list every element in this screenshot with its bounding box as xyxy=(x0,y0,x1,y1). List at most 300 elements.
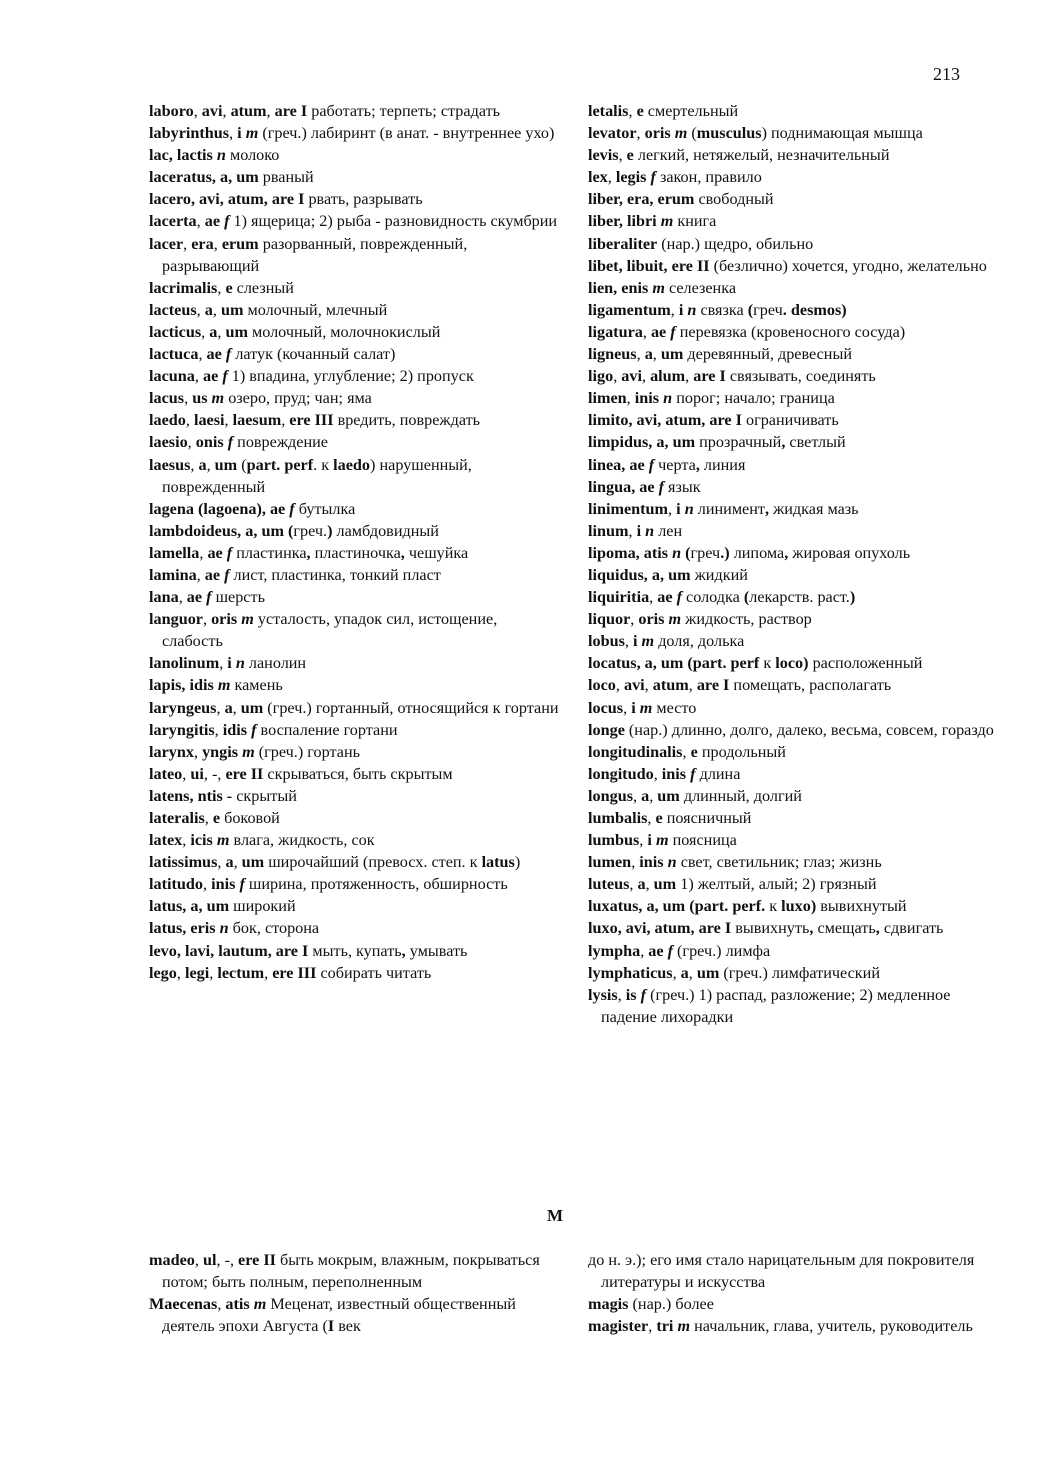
headword-text: latissimus xyxy=(149,853,218,872)
definition-text: прозрачный xyxy=(695,433,782,452)
definition-text: линимент xyxy=(693,499,765,518)
headword-text: um xyxy=(696,963,720,982)
gender-mark: n xyxy=(663,389,673,408)
headword-text: loco xyxy=(588,676,616,695)
headword-text: lanolinum xyxy=(149,654,220,673)
definition-text: , xyxy=(668,499,677,518)
headword-text: laedo xyxy=(333,455,371,474)
gender-mark: n xyxy=(667,853,677,872)
gender-mark: f xyxy=(224,212,230,231)
headword-text: i xyxy=(636,521,642,540)
definition-text: , xyxy=(212,300,221,319)
definition-text: . к xyxy=(313,455,334,474)
definition-text: , xyxy=(649,786,658,805)
definition-text: повреждение xyxy=(233,433,328,452)
headword-text: inis xyxy=(661,764,687,783)
definition-text: , xyxy=(217,278,226,297)
headword-text: ui xyxy=(190,764,204,783)
headword-text: ae xyxy=(657,588,673,607)
headword-text: a xyxy=(641,786,650,805)
definition-text: собирать читать xyxy=(316,963,432,982)
headword-text: linea, ae xyxy=(588,455,645,474)
definition-text: продольный xyxy=(697,742,786,761)
definition-text: , xyxy=(672,963,681,982)
definition-text: молочный, млечный xyxy=(243,300,388,319)
dictionary-entry xyxy=(588,542,998,564)
gender-mark: f xyxy=(226,543,233,562)
dictionary-entry xyxy=(149,454,559,498)
headword-text: , xyxy=(306,543,311,562)
gender-mark: m xyxy=(639,698,653,717)
definition-text: , xyxy=(631,853,640,872)
definition-text: , xyxy=(617,985,626,1004)
headword-text: linimentum xyxy=(588,499,669,518)
headword-text: a xyxy=(224,698,233,717)
definition-text: Меценат, известный общественный деятель эпохи Августа ( xyxy=(162,1295,516,1336)
headword-text: i xyxy=(631,698,636,717)
definition-text: , xyxy=(202,875,212,894)
definition-text: ) нарушенный, поврежденный xyxy=(162,455,472,496)
definition-text: , xyxy=(626,389,635,408)
headword-text: lapis, idis xyxy=(149,676,214,695)
headword-text: letalis xyxy=(588,102,629,120)
dictionary-entry xyxy=(149,652,559,674)
definition-text: , xyxy=(183,234,192,253)
definition-text: , xyxy=(652,345,661,364)
definition-text: пластинка xyxy=(232,543,307,562)
gender-mark: f xyxy=(676,588,682,607)
definition-text: , xyxy=(670,300,679,319)
headword-text: latus, a, um xyxy=(149,897,230,916)
dictionary-entry xyxy=(588,984,998,1028)
headword-text: i xyxy=(647,831,652,850)
headword-text: atis xyxy=(225,1295,250,1314)
headword-text: avi xyxy=(623,676,645,695)
gender-mark: m xyxy=(253,1295,267,1314)
dictionary-entry xyxy=(588,719,998,741)
gender-mark: m xyxy=(652,278,665,297)
definition-text: , xyxy=(217,853,226,872)
headword-text: limen xyxy=(588,389,627,408)
headword-text: icis xyxy=(190,831,213,850)
definition-text: , xyxy=(182,831,191,850)
headword-text: is xyxy=(625,985,637,1004)
definition-text: длина xyxy=(695,764,741,783)
headword-text: libet, libuit, ere II xyxy=(588,256,710,275)
dictionary-entry xyxy=(588,962,998,984)
headword-text: magis xyxy=(588,1295,629,1314)
headword-text: ae xyxy=(207,543,223,562)
dictionary-entry xyxy=(588,299,998,321)
definition-text: связывать, соединять xyxy=(725,367,876,386)
dictionary-entry xyxy=(149,608,559,652)
headword-text: um xyxy=(660,345,684,364)
headword-text: ere III xyxy=(289,411,334,430)
headword-text: lobus xyxy=(588,632,625,651)
dictionary-entry xyxy=(588,917,998,939)
headword-text: um xyxy=(241,853,265,872)
gender-mark: m xyxy=(655,831,669,850)
definition-text: , xyxy=(647,809,656,827)
headword-text: longus xyxy=(588,786,633,805)
definition-text: чешуйка xyxy=(404,543,469,562)
headword-text: e xyxy=(626,146,634,165)
dictionary-entry xyxy=(149,166,559,188)
headword-text: , xyxy=(809,919,814,938)
headword-text: liquor xyxy=(588,610,631,629)
definition-text: (греч.) лимфа xyxy=(673,941,771,960)
definition-text: , xyxy=(688,676,697,695)
headword-text: lymphaticus xyxy=(588,963,673,982)
definition-text: , xyxy=(199,543,208,562)
dictionary-entry xyxy=(149,144,559,166)
definition-text: , xyxy=(628,102,637,120)
definition-text: (греч.) гортанный, относящийся к гортани xyxy=(263,698,559,717)
headword-text: liquidus, a, um xyxy=(588,565,691,584)
definition-text: (греч.) лимфатический xyxy=(719,963,881,982)
headword-text: latus, eris xyxy=(149,919,216,938)
headword-text: , xyxy=(401,941,406,960)
headword-text: ligo xyxy=(588,367,614,386)
definition-text: поясничный xyxy=(662,809,752,827)
definition-text: ограничивать xyxy=(741,411,839,430)
headword-text: lac, lactis xyxy=(149,146,213,165)
headword-text: liberaliter xyxy=(588,234,658,253)
definition-text: широкий xyxy=(229,897,296,916)
definition-text: 1) впадина, углубление; 2) пропуск xyxy=(227,367,474,386)
headword-text: a xyxy=(225,853,234,872)
gender-mark: n xyxy=(216,146,226,165)
headword-text: I xyxy=(327,1317,335,1336)
definition-text: (нар.) щедро, обильно xyxy=(657,234,814,253)
headword-text: , xyxy=(875,919,880,938)
definition-text: , xyxy=(224,411,233,430)
dictionary-entry xyxy=(588,564,998,586)
dictionary-entry xyxy=(588,520,998,542)
headword-text: lactuca xyxy=(149,345,199,364)
gender-mark: m xyxy=(245,124,259,143)
definition-text: селезенка xyxy=(664,278,737,297)
headword-text: atum xyxy=(652,676,689,695)
headword-text: ae xyxy=(186,588,203,607)
headword-text: laboro xyxy=(149,102,194,120)
definition-text: , xyxy=(196,212,205,231)
gender-mark: n xyxy=(672,543,682,562)
definition-text: свет, светильник; глаз; жизнь xyxy=(676,853,882,872)
definition-text: , xyxy=(639,831,648,850)
dictionary-entry xyxy=(588,1249,998,1293)
headword-text: um xyxy=(657,786,680,805)
definition-text: , xyxy=(198,345,207,364)
dictionary-entry xyxy=(588,210,998,232)
headword-text: avi xyxy=(201,102,223,120)
definition-text: (безлично) хочется, угодно, желательно xyxy=(709,256,987,275)
definition-text: , xyxy=(633,786,642,805)
gender-mark: m xyxy=(677,1317,691,1336)
dictionary-entry xyxy=(149,763,559,785)
dictionary-entry xyxy=(149,917,559,939)
dictionary-entry xyxy=(588,785,998,807)
definition-text: , -, xyxy=(216,1251,239,1269)
definition-text: деревянный, древесный xyxy=(683,345,852,364)
dictionary-entry xyxy=(588,144,998,166)
definition-text: камень xyxy=(230,676,283,695)
definition-text: греч xyxy=(690,543,721,562)
gender-mark: n xyxy=(235,654,245,673)
definition-text: , xyxy=(229,124,238,143)
definition-text: широчайший (превосх. степ. к xyxy=(264,853,482,872)
definition-text: век xyxy=(334,1317,361,1336)
headword-text: um xyxy=(214,455,238,474)
headword-text: ( xyxy=(743,588,750,607)
definition-text: , xyxy=(196,300,205,319)
headword-text: levo, lavi, lautum, are I xyxy=(149,941,309,960)
headword-text: levator xyxy=(588,124,637,143)
headword-text: lagena (lagoena), ae xyxy=(149,499,286,518)
definition-text: озеро, пруд; чан; яма xyxy=(224,389,372,408)
dictionary-entry xyxy=(588,343,998,365)
headword-text: labyrinthus xyxy=(149,124,230,143)
dictionary-entry xyxy=(149,564,559,586)
dictionary-entry xyxy=(588,630,998,652)
dictionary-entry xyxy=(588,387,998,409)
dictionary-entry xyxy=(149,431,559,453)
definition-text: ) поднимающая мышца xyxy=(761,124,923,143)
definition-text: липома xyxy=(729,543,785,562)
headword-text: i xyxy=(227,654,232,673)
definition-text: , xyxy=(193,102,202,120)
headword-text: luxo) xyxy=(781,897,817,916)
headword-text: um xyxy=(225,322,248,341)
headword-text: latex xyxy=(149,831,183,850)
headword-text: lacerta xyxy=(149,212,197,231)
definition-text: , xyxy=(219,654,228,673)
gender-mark: m xyxy=(668,610,682,629)
dictionary-entry xyxy=(149,829,559,851)
definition-text: , xyxy=(196,565,205,584)
headword-text: lumbus xyxy=(588,831,640,850)
headword-text: lumen xyxy=(588,853,632,872)
headword-text: , xyxy=(781,433,786,452)
definition-text: , xyxy=(630,610,639,629)
definition-text: , xyxy=(209,963,218,982)
definition-text: место xyxy=(652,698,697,717)
dictionary-entry xyxy=(588,431,998,453)
headword-text: e xyxy=(225,278,233,297)
dictionary-entry xyxy=(149,520,559,542)
headword-text: musculus xyxy=(696,124,762,143)
definition-text: расположенный xyxy=(808,654,923,673)
definition-text: , xyxy=(222,102,231,120)
definition-text: жидкая мазь xyxy=(769,499,859,518)
definition-text: , xyxy=(607,168,616,187)
headword-text: part. perf xyxy=(246,455,314,474)
headword-text: e xyxy=(636,102,644,120)
definition-text: быть мокрым, влажным, покрываться потом; быть полным, переполненным xyxy=(162,1251,540,1292)
gender-mark: m xyxy=(242,742,255,761)
dictionary-entry xyxy=(588,674,998,696)
headword-text: yngis xyxy=(202,742,239,761)
definition-text: жировая опухоль xyxy=(788,543,911,562)
headword-text: luteus xyxy=(588,875,630,894)
definition-text: , xyxy=(613,367,622,386)
headword-text: lateralis xyxy=(149,809,205,827)
headword-text: ere II xyxy=(225,764,264,783)
dictionary-entry xyxy=(588,365,998,387)
dictionary-entry xyxy=(588,851,998,873)
dictionary-entry xyxy=(588,829,998,851)
headword-text: oris xyxy=(211,610,238,629)
definition-text: перевязка (кровеносного сосуда) xyxy=(675,322,906,341)
headword-text: languor xyxy=(149,610,203,629)
definition-text: 1) желтый, алый; 2) грязный xyxy=(676,875,877,894)
definition-text: смертельный xyxy=(643,102,739,120)
dictionary-entry xyxy=(588,807,998,829)
dictionary-entry xyxy=(588,763,998,785)
dictionary-entry xyxy=(588,873,998,895)
dictionary-entry xyxy=(149,873,559,895)
definition-text: рваный xyxy=(258,168,314,187)
dictionary-entry xyxy=(588,652,998,674)
definition-text: книга xyxy=(673,212,717,231)
definition-text: доля, долька xyxy=(654,632,745,651)
headword-text: laryngitis xyxy=(149,720,215,739)
headword-text: liquiritia xyxy=(588,588,650,607)
dictionary-entry xyxy=(588,122,998,144)
gender-mark: f xyxy=(667,941,673,960)
definition-text: , xyxy=(185,411,194,430)
definition-text: греч. xyxy=(293,521,328,540)
headword-text: levis xyxy=(588,146,619,165)
definition-text: лист, пластинка, тонкий пласт xyxy=(229,565,441,584)
dictionary-entry xyxy=(149,277,559,299)
headword-text: ( xyxy=(287,521,294,540)
definition-text: , xyxy=(640,941,649,960)
definition-text: боковой xyxy=(220,809,280,827)
definition-text: , xyxy=(213,234,222,253)
definition-text: , xyxy=(232,698,241,717)
headword-text: ) xyxy=(849,588,856,607)
headword-text: ae xyxy=(650,322,667,341)
dictionary-entry xyxy=(149,188,559,210)
headword-text: lamella xyxy=(149,543,200,562)
headword-text: , xyxy=(784,543,789,562)
headword-text: ere II xyxy=(238,1251,276,1269)
dictionary-entry xyxy=(588,1293,998,1315)
definition-text: бутылка xyxy=(294,499,356,518)
headword-text: ae xyxy=(204,212,221,231)
headword-text: ere III xyxy=(272,963,317,982)
definition-text: , xyxy=(623,698,632,717)
dictionary-entry xyxy=(149,962,559,984)
definition-text: слезный xyxy=(232,278,294,297)
gender-mark: n xyxy=(687,300,697,319)
headword-text: larynx xyxy=(149,742,194,761)
gender-mark: f xyxy=(670,322,676,341)
gender-mark: f xyxy=(640,985,647,1004)
dictionary-entry xyxy=(149,299,559,321)
headword-text: lipoma, atis xyxy=(588,543,669,562)
gender-mark: n xyxy=(645,521,655,540)
definition-text: светлый xyxy=(785,433,846,452)
headword-text: inis xyxy=(639,853,664,872)
definition-text: греч xyxy=(753,300,783,319)
definition-text: , xyxy=(217,1295,226,1314)
definition-text: , xyxy=(264,963,273,982)
headword-text: locus xyxy=(588,698,624,717)
gender-mark: f xyxy=(648,455,655,474)
headword-text: lacer xyxy=(149,234,184,253)
definition-text: , xyxy=(201,322,210,341)
definition-text: , xyxy=(194,1251,203,1269)
headword-text: lympha xyxy=(588,941,641,960)
headword-text: . desmos) xyxy=(782,300,847,319)
definition-text: , xyxy=(193,742,203,761)
headword-text: erum xyxy=(221,234,259,253)
definition-text: , xyxy=(194,367,203,386)
definition-text: вывихнутый xyxy=(816,897,907,916)
definition-text: смещать xyxy=(813,919,876,938)
headword-text: a xyxy=(204,300,213,319)
headword-text: alum xyxy=(650,367,686,386)
dictionary-entry xyxy=(588,255,998,277)
definition-text: до н. э.); его имя стало нарицательным для покровителя литературы и искусства xyxy=(588,1251,975,1292)
dictionary-entry xyxy=(588,409,998,431)
dictionary-entry xyxy=(588,321,998,343)
headword-text: i xyxy=(676,499,681,518)
headword-text: laesi xyxy=(193,411,225,430)
headword-text: legis xyxy=(615,168,647,187)
definition-text: вредить, повреждать xyxy=(333,411,481,430)
headword-text: era xyxy=(191,234,214,253)
headword-text: ligamentum xyxy=(588,300,671,319)
left-column xyxy=(149,100,559,984)
gender-mark: m xyxy=(674,124,688,143)
dictionary-entry xyxy=(149,807,559,829)
definition-text: воспаление гортани xyxy=(256,720,398,739)
headword-text: madeo xyxy=(149,1251,195,1269)
dictionary-entry xyxy=(149,409,559,431)
definition-text: , xyxy=(636,124,645,143)
definition-text: ( xyxy=(687,124,697,143)
definition-text: связка xyxy=(696,300,748,319)
headword-text: , xyxy=(764,499,770,518)
headword-text: linum xyxy=(588,521,629,540)
definition-text: , xyxy=(641,367,651,386)
headword-text: ae xyxy=(648,941,664,960)
dictionary-entry xyxy=(149,321,559,343)
dictionary-entry xyxy=(149,387,559,409)
headword-text: lacteus xyxy=(149,300,197,319)
headword-text: liber, era, erum xyxy=(588,190,695,209)
dictionary-entry xyxy=(588,277,998,299)
definition-text: ) xyxy=(514,853,521,872)
dictionary-entry xyxy=(149,674,559,696)
headword-text: lectum xyxy=(217,963,265,982)
page-number: 213 xyxy=(933,64,960,84)
headword-text: lacuna xyxy=(149,367,195,386)
headword-text: magister xyxy=(588,1317,649,1336)
gender-mark: f xyxy=(239,875,245,894)
definition-text: , xyxy=(217,322,226,341)
headword-text: a xyxy=(680,963,689,982)
dictionary-entry xyxy=(588,1315,998,1337)
headword-text: luxo, avi, atum, are I xyxy=(588,919,732,938)
dictionary-entry xyxy=(149,895,559,917)
dictionary-entry xyxy=(149,741,559,763)
headword-text: lien, enis xyxy=(588,278,649,297)
headword-text: ul xyxy=(202,1251,217,1269)
